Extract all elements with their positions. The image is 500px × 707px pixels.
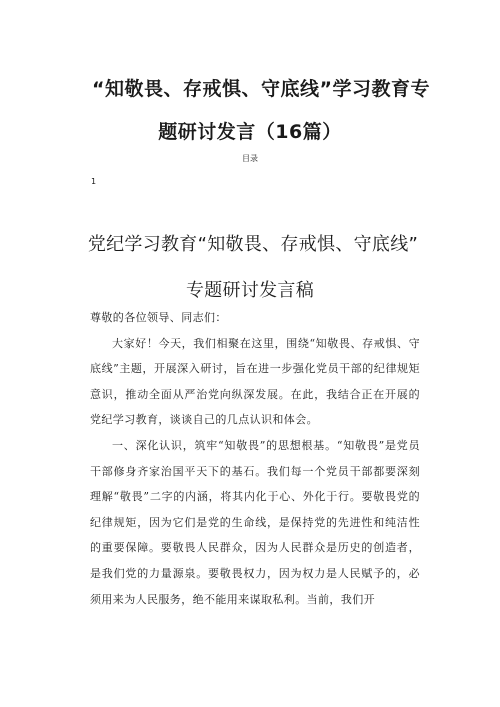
section-title-line-2: 专题研讨发言稿 — [185, 280, 315, 301]
document-title-line-2: 题研讨发言（16篇） — [158, 121, 342, 143]
table-of-contents-entry-number: 1 — [91, 177, 97, 186]
body-paragraph: 大家好！今天，我们相聚在这里，围绕“知敬畏、存戒惧、守底线”主题，开展深入研讨，旨在进一步强化党员干部的纪律规矩意识，推动全面从严治党向纵深发展。在此，我结合正在开展的党纪学习教育，谈谈自己的几点认识和体会。 — [90, 336, 420, 427]
document-title-line-1: “知敬畏、存戒惧、守底线”学习教育专 — [92, 78, 430, 100]
section-title-line-1: 党纪学习教育“知敬畏、存戒惧、守底线” — [87, 234, 419, 255]
table-of-contents-label: 目录 — [242, 154, 258, 163]
document-body — [90, 305, 420, 612]
body-paragraph: 一、深化认识，筑牢“知敬畏”的思想根基。“知敬畏”是党员干部修身齐家治国平天下的基石。我们每一个党员干部都要深刻理解“敬畏”二字的内涵，将其内化于心、外化于行。要敬畏党的纪律规矩，因为它们是党的生命线，是保持党的先进性和纯洁性的重要保障。要敬畏人民群众，因为人民群众是历史的创造者，是我们党的力量源泉。要敬畏权力，因为权力是人民赋予的，必须用来为人民服务，绝不能用来谋取私利。当前，我们开 — [90, 438, 420, 606]
salutation: 尊敬的各位领导、同志们： — [90, 311, 227, 324]
